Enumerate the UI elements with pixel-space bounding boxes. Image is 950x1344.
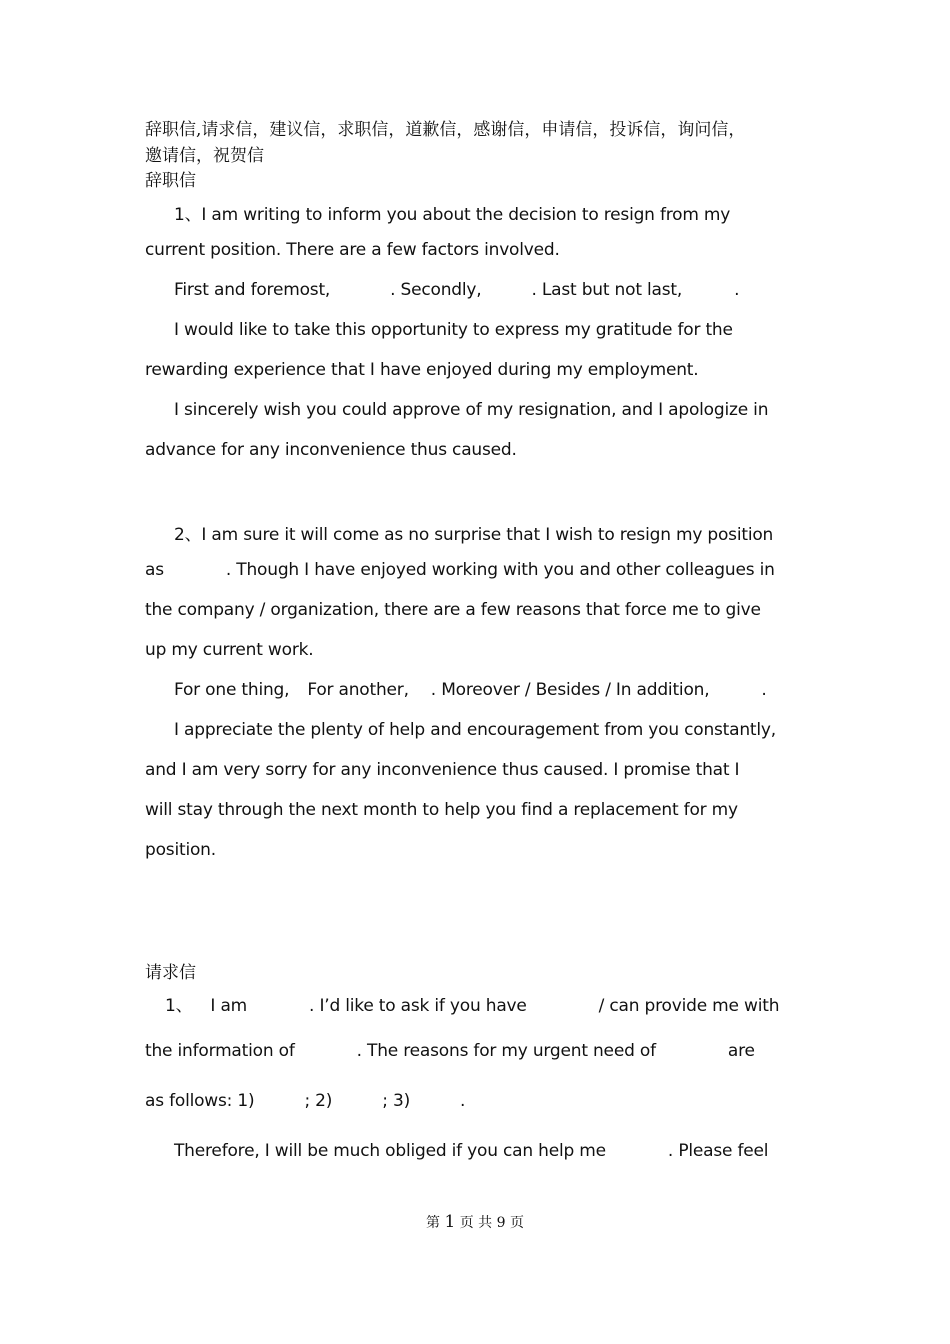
- text-segment: . Though I have enjoyed working with you and other colleagues in: [225, 560, 775, 580]
- text-segment: Therefore, I will be much obliged if you can help me: [174, 1141, 606, 1161]
- text-segment: For one thing,: [174, 680, 290, 700]
- footer-middle: 页 共: [459, 1215, 493, 1231]
- request-line-3: [145, 1091, 465, 1111]
- page-footer: [0, 1212, 950, 1232]
- text-segment: .: [761, 680, 767, 700]
- text-segment: are: [727, 1041, 755, 1061]
- resignation-line-6: I sincerely wish you could approve of my resignation, and I apologize in: [174, 400, 769, 420]
- letter-types-line-2: 邀请信，祝贺信: [145, 146, 264, 166]
- letter-types-line-1: 辞职信,请求信，建议信，求职信，道歉信，感谢信，申请信，投诉信，询问信，: [145, 120, 746, 140]
- resignation-line-7: advance for any inconvenience thus caused.: [145, 440, 517, 460]
- resignation-line-2: current position. There are a few factors involved.: [145, 240, 560, 260]
- resignation2-line-8: will stay through the next month to help you find a replacement for my: [145, 800, 738, 820]
- text-segment: First and foremost,: [174, 280, 331, 300]
- text-segment: . I’d like to ask if you have: [309, 996, 527, 1016]
- request-line-4: [174, 1141, 768, 1161]
- text-segment: 1、: [165, 996, 193, 1016]
- resignation2-line-4: up my current work.: [145, 640, 314, 660]
- text-segment: .: [734, 280, 740, 300]
- text-segment: / can provide me with: [598, 996, 780, 1016]
- section-heading-request: 请求信: [145, 963, 196, 983]
- footer-page-number: 1: [444, 1212, 456, 1232]
- text-segment: . Last but not last,: [531, 280, 683, 300]
- resignation-line-3: [174, 280, 739, 300]
- text-segment: .: [460, 1091, 466, 1111]
- text-segment: . Secondly,: [390, 280, 482, 300]
- request-line-2: [145, 1041, 755, 1061]
- section-heading-resignation: 辞职信: [145, 171, 196, 191]
- resignation-line-5: rewarding experience that I have enjoyed during my employment.: [145, 360, 699, 380]
- text-segment: For another,: [307, 680, 409, 700]
- footer-prefix: 第: [425, 1215, 440, 1231]
- text-segment: ; 3): [382, 1091, 411, 1111]
- resignation2-line-5: [174, 680, 767, 700]
- resignation2-line-6: I appreciate the plenty of help and encouragement from you constantly,: [174, 720, 776, 740]
- text-segment: as follows: 1): [145, 1091, 255, 1111]
- footer-suffix: 页: [510, 1215, 524, 1231]
- request-line-1: [165, 991, 779, 1016]
- resignation-line-1: 1、I am writing to inform you about the decision to resign from my: [174, 205, 731, 225]
- resignation2-line-3: the company / organization, there are a few reasons that force me to give: [145, 600, 761, 620]
- resignation2-line-9: position.: [145, 840, 216, 860]
- footer-total-pages: 9: [496, 1215, 506, 1231]
- text-segment: . The reasons for my urgent need of: [356, 1041, 656, 1061]
- resignation2-line-1: 2、I am sure it will come as no surprise that I wish to resign my position: [174, 525, 774, 545]
- text-segment: I am: [210, 996, 248, 1016]
- resignation2-line-7: and I am very sorry for any inconvenience thus caused. I promise that I: [145, 760, 740, 780]
- text-segment: ; 2): [304, 1091, 333, 1111]
- text-segment: . Moreover / Besides / In addition,: [430, 680, 710, 700]
- resignation-line-4: I would like to take this opportunity to express my gratitude for the: [174, 320, 733, 340]
- text-segment: . Please feel: [667, 1141, 769, 1161]
- resignation2-line-2: [145, 560, 775, 580]
- text-segment: as: [145, 560, 164, 580]
- text-segment: the information of: [145, 1041, 295, 1061]
